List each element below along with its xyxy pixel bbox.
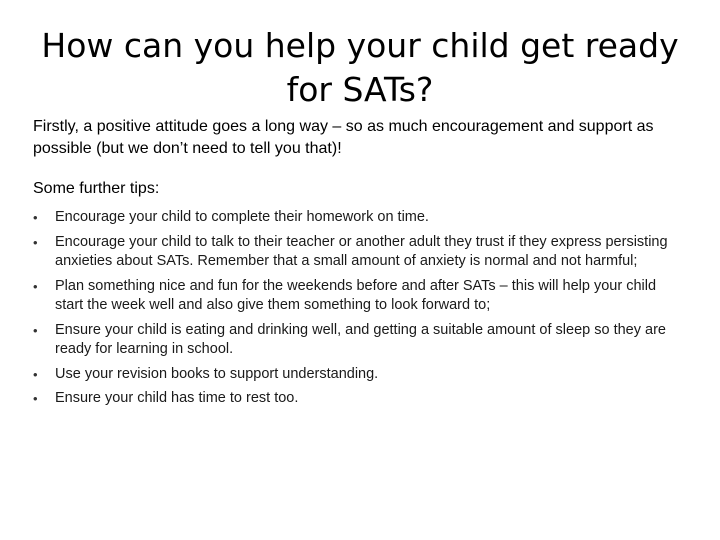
tip-text: Plan something nice and fun for the weekends before and after SATs – this will help your child start the week well and also give them something to look forward to; <box>55 277 657 313</box>
tips-heading: Some further tips: <box>33 180 160 197</box>
bullet-icon: • <box>33 366 38 382</box>
tip-text: Use your revision books to support understanding. <box>55 365 379 382</box>
tip-item <box>33 208 688 228</box>
tip-text: Ensure your child is eating and drinking well, and getting a suitable amount of sleep so they are ready for learning in school. <box>55 321 666 357</box>
tips-list <box>33 208 688 409</box>
bullet-icon: • <box>33 234 38 250</box>
slide-body <box>33 116 688 414</box>
bullet-icon: • <box>33 210 38 225</box>
bullet-icon: • <box>33 322 38 338</box>
tip-item <box>33 389 688 409</box>
bullet-icon: • <box>33 278 38 294</box>
tip-item <box>33 277 688 316</box>
tip-text: Encourage your child to talk to their teacher or another adult they trust if they express persisting anxieties about SATs. Remember that a small amount of anxiety is normal and not harmful; <box>55 233 668 269</box>
bullet-icon: • <box>33 391 38 406</box>
tip-text: Ensure your child has time to rest too. <box>55 390 299 406</box>
intro-paragraph: Firstly, a positive attitude goes a long way – so as much encouragement and support as possible (but we don’t need to tell you that)! <box>33 118 654 157</box>
tip-item <box>33 321 688 360</box>
tip-item <box>33 233 688 272</box>
tip-text: Encourage your child to complete their homework on time. <box>55 209 429 225</box>
tip-item <box>33 365 688 385</box>
slide-title: How can you help your child get ready for SATs? <box>41 26 679 109</box>
